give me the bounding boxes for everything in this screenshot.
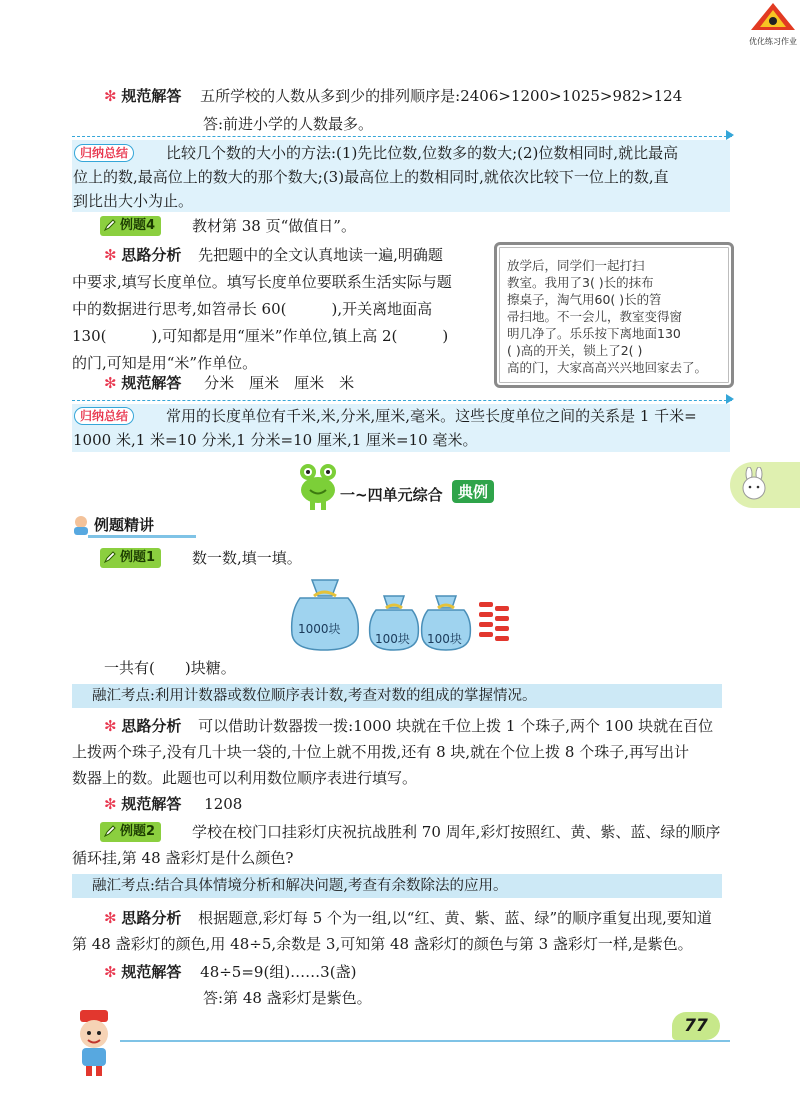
- example-text: 循环挂,第 48 盏彩灯是什么颜色?: [72, 849, 294, 867]
- story-line: 高的门，大家高高兴兴地回家去了。: [507, 360, 708, 375]
- logo-text: 优化练习作业: [749, 37, 797, 46]
- mascot-icon: [66, 1008, 122, 1078]
- summary-tag: 归纳总结: [74, 144, 134, 162]
- unit-banner-title: 一~四单元综合: [340, 486, 443, 504]
- frog-icon: [296, 462, 340, 510]
- footer-line: [120, 1040, 730, 1042]
- summary-line: 到比出大小为止。: [73, 192, 194, 210]
- analysis-line: 中要求,填写长度单位。填写长度单位要联系生活实际与题: [72, 273, 452, 291]
- analysis-line: 中的数据进行思考,如笤帚长 60( ),开关离地面高: [72, 300, 433, 318]
- pencil-icon: [104, 551, 116, 563]
- example-text: 数一数,填一填。: [192, 549, 302, 567]
- page-number-badge: [672, 1012, 720, 1040]
- analysis-row: ✻ 思路分析 先把题中的全文认真地读一遍,明确题: [104, 246, 443, 264]
- answer-conclusion-1: 答:前进小学的人数最多。: [203, 115, 374, 133]
- side-tab: [730, 462, 800, 508]
- logo-icon: [748, 2, 798, 32]
- story-line: 明几净了。乐乐按下离地面130: [507, 326, 681, 341]
- answer-row: ✻ 规范解答 1208: [104, 795, 243, 813]
- bag-label: 100块: [375, 632, 410, 646]
- section-title: 例题精讲: [94, 516, 155, 534]
- bag-icon: [292, 580, 359, 650]
- pencil-icon: [104, 825, 116, 837]
- answer-conclusion: 答:第 48 盏彩灯是紫色。: [203, 989, 372, 1007]
- corner-logo: [748, 2, 798, 44]
- answer-row: ✻ 规范解答 48÷5=9(组)……3(盏): [104, 963, 357, 981]
- pencil-icon: [104, 219, 116, 231]
- analysis-line: 上拨两个珠子,没有几十块一袋的,十位上就不用拨,还有 8 块,就在个位上拨 8 个珠子,再写出计: [72, 743, 690, 761]
- analysis-row: ✻ 思路分析 可以借助计数器拨一拨:1000 块就在千位上拨 1 个珠子,两个 100 块就在百位: [104, 717, 714, 735]
- flower-icon: ✻: [104, 246, 117, 264]
- analysis-row: ✻ 思路分析 根据题意,彩灯每 5 个为一组,以“红、黄、紫、蓝、绿”的顺序重复出现,要知道: [104, 909, 712, 927]
- flower-icon: ✻: [104, 374, 117, 392]
- analysis-line: 第 48 盏彩灯的颜色,用 48÷5,余数是 3,可知第 48 盏彩灯的颜色与第 3 盏彩灯一样,是紫色。: [72, 935, 693, 953]
- bag-label: 1000块: [298, 622, 341, 636]
- summary-line: 常用的长度单位有千米,米,分米,厘米,毫米。这些长度单位之间的关系是 1 千米=: [166, 407, 697, 425]
- arrow-icon: [726, 394, 734, 404]
- story-line: 擦桌子，淘气用60( )长的笤: [507, 292, 662, 307]
- question-text: 一共有( )块糖。: [104, 659, 236, 677]
- story-line: 教室。我用了3( )长的抹布: [507, 275, 654, 290]
- example-tag: 例题2: [100, 822, 161, 842]
- mascot: [66, 1008, 122, 1078]
- arrow-icon: [726, 130, 734, 140]
- example-tag: 例题4: [100, 216, 161, 236]
- page-number: 77: [684, 1016, 708, 1036]
- answer-row-1: [104, 82, 682, 111]
- candy-illustration: [286, 572, 512, 652]
- example-tag: 例题1: [100, 548, 161, 568]
- flower-icon: ✻: [104, 795, 117, 813]
- analysis-line: 数器上的数。此题也可以利用数位顺序表进行填写。: [72, 769, 418, 787]
- analysis-line: 130( ),可知都是用“厘米”作单位,镇上高 2( ): [72, 327, 449, 345]
- child-icon: [70, 514, 92, 536]
- unit-banner-badge: 典例: [452, 480, 494, 503]
- story-box: [494, 242, 734, 388]
- flower-icon: ✻: [104, 717, 117, 735]
- candy-icon: [479, 602, 509, 641]
- answer-row: ✻ 规范解答 分米 厘米 厘米 米: [104, 374, 355, 392]
- analysis-line: 的门,可知是用“米”作单位。: [72, 354, 258, 372]
- concept-bar: 融汇考点:利用计数器或数位顺序表计数,考查对数的组成的掌握情况。: [72, 684, 722, 708]
- summary-tag: 归纳总结: [74, 407, 134, 425]
- flower-icon: ✻: [104, 909, 117, 927]
- story-line: 帚扫地。不一会儿，教室变得窗: [507, 309, 683, 324]
- flower-icon: ✻: [104, 87, 117, 105]
- example-text: 学校在校门口挂彩灯庆祝抗战胜利 70 周年,彩灯按照红、黄、紫、蓝、绿的顺序: [192, 823, 721, 841]
- flower-icon: ✻: [104, 963, 117, 981]
- bag-label: 100块: [427, 632, 462, 646]
- unit-banner: [296, 462, 516, 510]
- answer-label: 规范解答: [121, 87, 182, 105]
- story-line: 放学后，同学们一起打扫: [507, 258, 645, 273]
- story-line: ( )高的开关，锁上了2( ): [507, 343, 643, 358]
- summary-line: 比较几个数的大小的方法:(1)先比位数,位数多的数大;(2)位数相同时,就比最高: [166, 144, 679, 162]
- summary-line: 位上的数,最高位上的数大的那个数大;(3)最高位上的数相同时,就依次比较下一位上的数,直: [73, 168, 669, 186]
- rabbit-icon: [736, 467, 772, 503]
- story-text: [507, 257, 707, 376]
- example-text: 教材第 38 页“做值日”。: [192, 217, 356, 235]
- answer-text: 五所学校的人数从多到少的排列顺序是:2406>1200>1025>982>124: [200, 87, 683, 105]
- section-header: [70, 514, 200, 538]
- concept-bar: 融汇考点:结合具体情境分析和解决问题,考查有余数除法的应用。: [72, 874, 722, 898]
- summary-line: 1000 米,1 米=10 分米,1 分米=10 厘米,1 厘米=10 毫米。: [73, 431, 478, 449]
